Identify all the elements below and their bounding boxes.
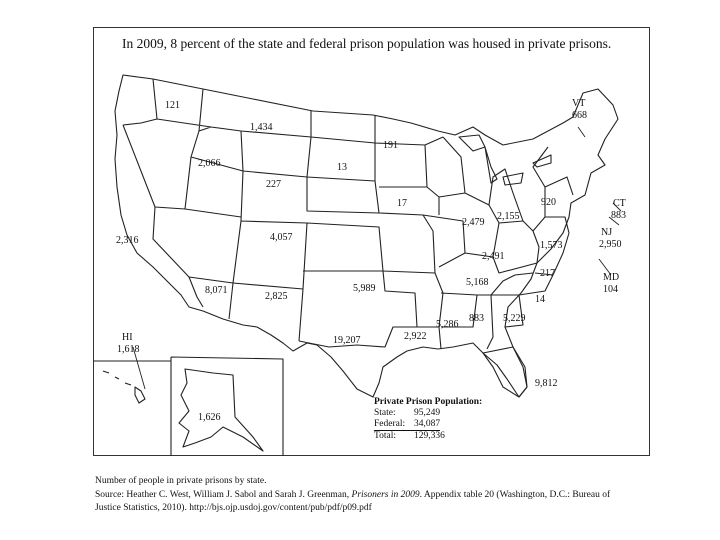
label-la: 2,922 — [404, 331, 427, 342]
legend-state-value: 95,249 — [414, 408, 441, 418]
callout-vt-abbr: VT — [572, 98, 586, 109]
caption-line1: Number of people in private prisons by state. — [95, 476, 267, 486]
map-title: In 2009, 8 percent of the state and federal prison population was housed in private prisons. — [122, 36, 612, 51]
label-ia: 17 — [397, 198, 407, 209]
legend-state-label: State: — [374, 408, 396, 418]
label-tn: 5,168 — [466, 277, 489, 288]
label-hi: 1,618 — [117, 344, 140, 355]
callout-ct-value: 883 — [611, 210, 626, 221]
callout-vt-value: 668 — [572, 110, 587, 121]
label-co: 4,057 — [270, 232, 293, 243]
caption — [95, 475, 695, 516]
great-lakes — [459, 135, 551, 185]
label-fl: 9,812 — [535, 378, 558, 389]
label-tx: 19,207 — [333, 335, 361, 346]
legend-federal-label: Federal: — [374, 419, 406, 429]
label-sd: 13 — [337, 162, 347, 173]
alaska — [179, 369, 263, 451]
hawaii-islands — [103, 371, 145, 403]
legend-total-row — [374, 431, 482, 442]
callout-md-abbr: MD — [603, 272, 620, 283]
caption-line3: Justice Statistics, 2010). http://bjs.ojp.usdoj.gov/content/pub/pdf/p09.pdf — [95, 503, 372, 513]
label-ak: 1,626 — [198, 412, 221, 423]
label-pa: 920 — [541, 197, 556, 208]
label-az: 8,071 — [205, 285, 228, 296]
label-ca: 2,316 — [116, 235, 139, 246]
us-map — [93, 27, 650, 456]
inset-box — [93, 357, 283, 456]
label-in: 2,479 — [462, 217, 485, 228]
legend-title: Private Prison Population: — [374, 397, 483, 407]
florida — [483, 347, 527, 397]
callout-md-value: 104 — [603, 284, 618, 295]
label-wy: 227 — [266, 179, 281, 190]
label-va: 1,573 — [540, 240, 563, 251]
callout-nj-abbr: NJ — [601, 227, 613, 238]
label-nm: 2,825 — [265, 291, 288, 302]
legend — [374, 397, 482, 442]
label-al: 883 — [469, 313, 484, 324]
label-nc: 217 — [540, 268, 555, 279]
label-ky: 2,491 — [482, 251, 505, 262]
label-hi-abbr: HI — [122, 332, 133, 343]
legend-total-label: Total: — [374, 431, 397, 441]
us-outline — [115, 75, 618, 397]
label-id: 2,066 — [198, 158, 221, 169]
caption-line2: Source: Heather C. West, William J. Sabol and Sarah J. Greenman, Prisoners in 2009. Appendix table 20 (Washington, D.C.: Bureau of — [95, 489, 611, 500]
caption-title-italic: Prisoners in 2009 — [351, 489, 420, 500]
label-ok: 5,989 — [353, 283, 376, 294]
label-oh: 2,155 — [497, 211, 520, 222]
label-nd: 191 — [383, 140, 398, 151]
label-ms: 5,286 — [436, 319, 459, 330]
label-mt: 1,434 — [250, 122, 273, 133]
label-wa: 121 — [165, 100, 180, 111]
callout-ct-abbr: CT — [613, 198, 626, 209]
legend-federal-row — [374, 419, 482, 431]
legend-total-value: 129,336 — [414, 431, 445, 441]
label-ga: 5,229 — [503, 313, 526, 324]
legend-federal-value: 34,087 — [414, 419, 441, 429]
callout-nj-value: 2,950 — [599, 239, 622, 250]
legend-state-row — [374, 408, 482, 419]
label-sc: 14 — [535, 294, 545, 305]
